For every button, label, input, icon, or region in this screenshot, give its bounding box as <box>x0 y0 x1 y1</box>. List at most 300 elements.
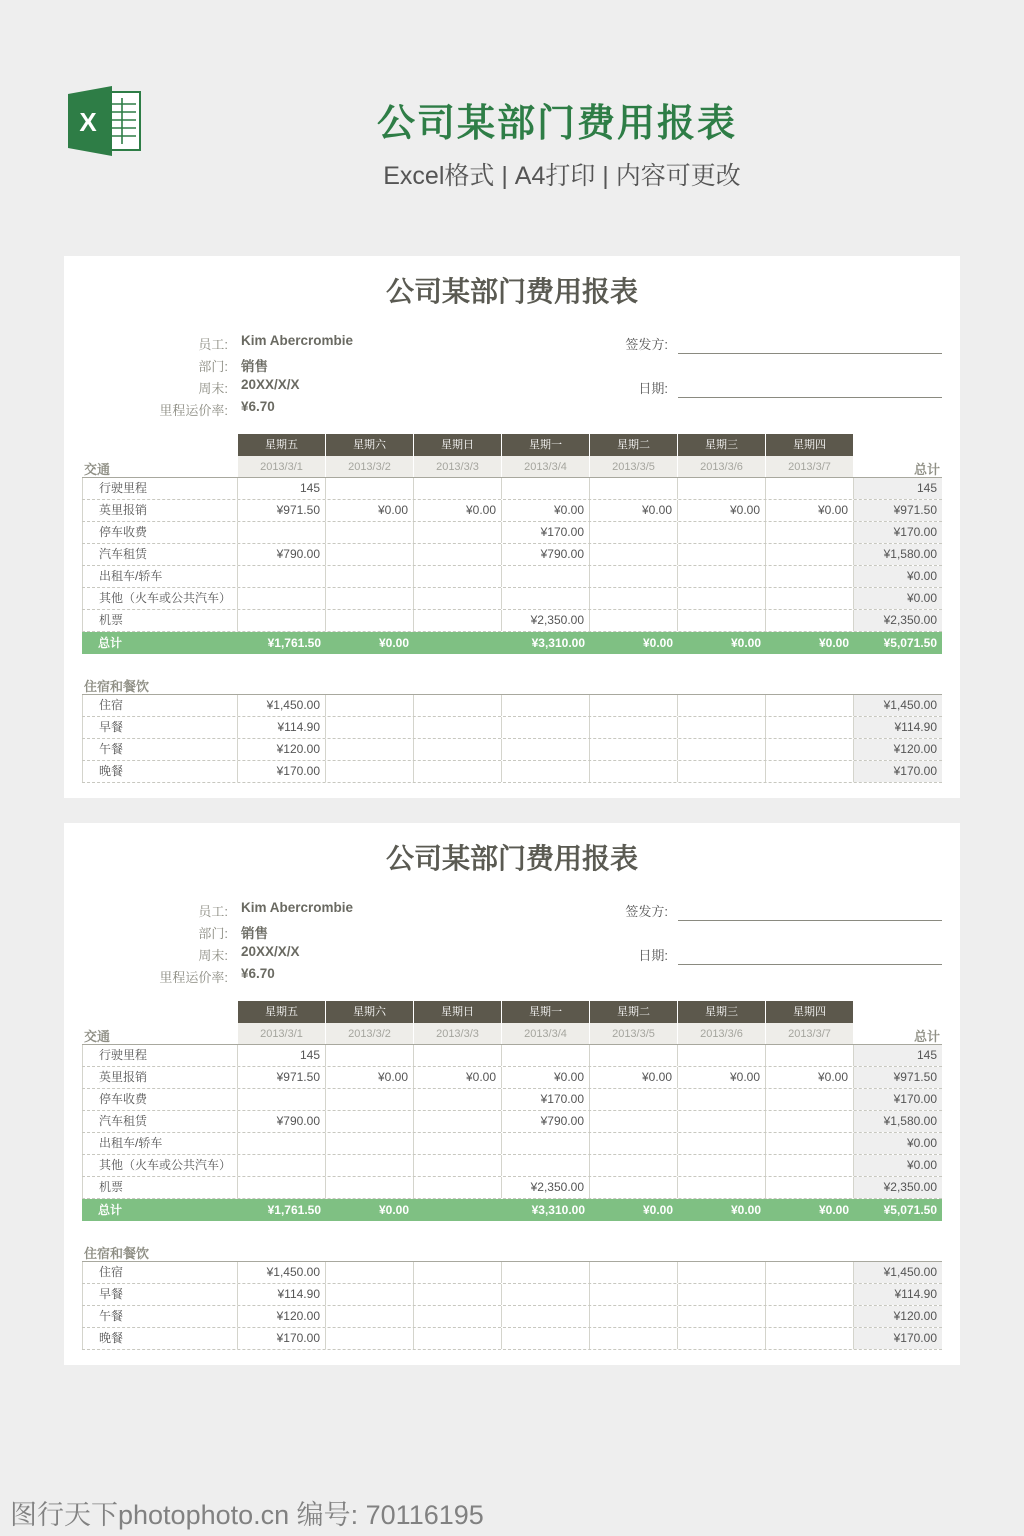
report-title: 公司某部门费用报表 <box>385 276 638 307</box>
value-mileage_rate: ¥6.70 <box>241 399 275 414</box>
cell-星期四 <box>766 1284 854 1305</box>
cell-星期三 <box>678 739 766 760</box>
cell-星期一: ¥790.00 <box>502 544 590 565</box>
cell-星期六 <box>326 1089 414 1110</box>
weekday-header: 星期一 <box>502 1001 589 1023</box>
cell-星期四 <box>766 1089 854 1110</box>
cell-星期三: ¥0.00 <box>678 1067 766 1088</box>
cell-星期一: ¥2,350.00 <box>502 1177 590 1198</box>
cell-星期四: ¥0.00 <box>818 1203 849 1217</box>
cell-星期四 <box>766 1111 854 1132</box>
label-weekend: 周末: <box>198 948 228 963</box>
row-total: ¥170.00 <box>854 522 942 543</box>
cell-星期二 <box>590 1328 678 1349</box>
value-department: 销售 <box>241 926 268 941</box>
date-header: 2013/3/1 <box>238 456 325 478</box>
cell-星期三 <box>678 1284 766 1305</box>
cell-星期六 <box>326 588 414 609</box>
lodging-table <box>82 694 942 783</box>
weekday-header: 星期六 <box>326 1001 413 1023</box>
cell-星期一: ¥170.00 <box>502 1089 590 1110</box>
row-label: 早餐 <box>82 1284 238 1305</box>
row-label: 英里报销 <box>82 1067 238 1088</box>
cell-星期五: ¥1,450.00 <box>238 695 326 716</box>
row-total: 145 <box>854 1045 942 1066</box>
cell-星期五: ¥1,761.50 <box>267 1203 321 1217</box>
weekday-header: 星期日 <box>414 1001 501 1023</box>
cell-星期六 <box>326 610 414 631</box>
transport-table <box>82 477 942 654</box>
cell-星期五: ¥1,450.00 <box>238 1262 326 1283</box>
cell-星期二 <box>590 1133 678 1154</box>
cell-星期一: ¥3,310.00 <box>531 636 585 650</box>
cell-星期四: ¥0.00 <box>766 500 854 521</box>
cell-星期日: ¥0.00 <box>414 1067 502 1088</box>
cell-星期一 <box>502 1306 590 1327</box>
cell-星期三 <box>678 1133 766 1154</box>
date-header: 2013/3/4 <box>502 456 589 478</box>
cell-星期六 <box>326 478 414 499</box>
row-label: 出租车/轿车 <box>82 1133 238 1154</box>
row-total: ¥5,071.50 <box>883 1203 937 1217</box>
cell-星期三 <box>678 1089 766 1110</box>
table-row <box>82 1328 942 1350</box>
cell-星期日: ¥0.00 <box>414 500 502 521</box>
cell-星期日 <box>414 1306 502 1327</box>
cell-星期五: ¥971.50 <box>238 1067 326 1088</box>
signer-label: 签发方: <box>625 904 668 919</box>
row-total: ¥170.00 <box>854 761 942 782</box>
excel-logo-letter: X <box>79 107 97 137</box>
cell-星期二 <box>590 610 678 631</box>
row-total: ¥971.50 <box>854 1067 942 1088</box>
table-row <box>82 544 942 566</box>
row-total: ¥1,450.00 <box>854 695 942 716</box>
cell-星期六 <box>326 739 414 760</box>
row-label: 汽车租赁 <box>82 544 238 565</box>
row-label: 晚餐 <box>82 1328 238 1349</box>
row-label: 晚餐 <box>82 761 238 782</box>
table-row <box>82 1284 942 1306</box>
cell-星期三 <box>678 544 766 565</box>
cell-星期四 <box>766 1262 854 1283</box>
cell-星期六 <box>326 566 414 587</box>
row-total: ¥120.00 <box>854 739 942 760</box>
cell-星期日 <box>414 566 502 587</box>
date-header: 2013/3/7 <box>766 1023 853 1045</box>
cell-星期三 <box>678 695 766 716</box>
table-row <box>82 739 942 761</box>
cell-星期日 <box>414 632 502 654</box>
cell-星期一 <box>502 695 590 716</box>
cell-星期五: ¥971.50 <box>238 500 326 521</box>
cell-星期一 <box>502 1155 590 1176</box>
cell-星期二 <box>590 1111 678 1132</box>
row-label: 英里报销 <box>82 500 238 521</box>
row-total: ¥1,580.00 <box>854 1111 942 1132</box>
row-label: 停车收费 <box>82 522 238 543</box>
section-lodging-label: 住宿和餐饮 <box>84 679 150 694</box>
label-department: 部门: <box>198 926 228 941</box>
cell-星期六 <box>326 1262 414 1283</box>
date-header: 2013/3/5 <box>590 456 677 478</box>
row-label: 其他（火车或公共汽车） <box>82 588 238 609</box>
cell-星期日 <box>414 1328 502 1349</box>
row-total: ¥0.00 <box>854 588 942 609</box>
cell-星期四 <box>766 761 854 782</box>
table-row <box>82 588 942 610</box>
row-label: 汽车租赁 <box>82 1111 238 1132</box>
cell-星期四 <box>766 1177 854 1198</box>
cell-星期六 <box>326 1133 414 1154</box>
table-row <box>82 695 942 717</box>
cell-星期四 <box>766 522 854 543</box>
row-label: 机票 <box>82 610 238 631</box>
cell-星期二 <box>590 1089 678 1110</box>
cell-星期三 <box>678 1111 766 1132</box>
cell-星期三 <box>678 588 766 609</box>
cell-星期四 <box>766 610 854 631</box>
date-header-row <box>238 1023 854 1045</box>
cell-星期三 <box>678 1328 766 1349</box>
cell-星期四: ¥0.00 <box>818 636 849 650</box>
row-label: 行驶里程 <box>82 1045 238 1066</box>
cell-星期五: ¥120.00 <box>238 1306 326 1327</box>
cell-星期五: ¥1,761.50 <box>267 636 321 650</box>
cell-星期三: ¥0.00 <box>730 636 761 650</box>
cell-星期四 <box>766 478 854 499</box>
cell-星期六 <box>326 1045 414 1066</box>
row-label: 机票 <box>82 1177 238 1198</box>
value-employee: Kim Abercrombie <box>241 900 354 915</box>
section-lodging-label: 住宿和餐饮 <box>84 1246 150 1261</box>
date-header: 2013/3/2 <box>326 1023 413 1045</box>
table-row <box>82 1155 942 1177</box>
cell-星期日 <box>414 717 502 738</box>
weekday-header: 星期六 <box>326 434 413 456</box>
cell-星期二 <box>590 544 678 565</box>
row-total: ¥2,350.00 <box>854 1177 942 1198</box>
cell-星期一: ¥790.00 <box>502 1111 590 1132</box>
cell-星期六 <box>326 1155 414 1176</box>
cell-星期二 <box>590 739 678 760</box>
cell-星期六: ¥0.00 <box>378 636 409 650</box>
date-header: 2013/3/4 <box>502 1023 589 1045</box>
cell-星期六 <box>326 1328 414 1349</box>
cell-星期三 <box>678 717 766 738</box>
cell-星期四 <box>766 739 854 760</box>
cell-星期六 <box>326 544 414 565</box>
cell-星期五 <box>238 566 326 587</box>
total-column-header: 总计 <box>913 1029 940 1044</box>
cell-星期六 <box>326 1111 414 1132</box>
page-subtitle: Excel格式 | A4打印 | 内容可更改 <box>383 162 741 190</box>
watermark: 图行天下photophoto.cn 编号: 70116195 <box>10 1500 484 1530</box>
cell-星期一 <box>502 1284 590 1305</box>
cell-星期四 <box>766 588 854 609</box>
row-total: ¥1,580.00 <box>854 544 942 565</box>
report-title: 公司某部门费用报表 <box>385 843 638 874</box>
label-employee: 员工: <box>198 904 228 919</box>
row-label: 其他（火车或公共汽车） <box>82 1155 238 1176</box>
cell-星期六 <box>326 695 414 716</box>
row-label: 午餐 <box>82 1306 238 1327</box>
row-total: ¥170.00 <box>854 1089 942 1110</box>
cell-星期六: ¥0.00 <box>378 1203 409 1217</box>
cell-星期日 <box>414 1045 502 1066</box>
date-header: 2013/3/2 <box>326 456 413 478</box>
row-total: 145 <box>854 478 942 499</box>
table-row <box>82 1045 942 1067</box>
total-column-header: 总计 <box>913 462 940 477</box>
cell-星期一: ¥2,350.00 <box>502 610 590 631</box>
label-employee: 员工: <box>198 337 228 352</box>
signer-field[interactable] <box>678 352 942 354</box>
cell-星期五 <box>238 1177 326 1198</box>
date-field[interactable] <box>678 963 942 965</box>
date-field[interactable] <box>678 396 942 398</box>
cell-星期五 <box>238 1133 326 1154</box>
table-row <box>82 610 942 632</box>
date-header: 2013/3/5 <box>590 1023 677 1045</box>
row-total: ¥120.00 <box>854 1306 942 1327</box>
row-label: 出租车/轿车 <box>82 566 238 587</box>
date-header: 2013/3/1 <box>238 1023 325 1045</box>
cell-星期三 <box>678 1045 766 1066</box>
weekday-header: 星期四 <box>766 1001 853 1023</box>
cell-星期六 <box>326 522 414 543</box>
cell-星期五 <box>238 1155 326 1176</box>
table-row <box>82 1111 942 1133</box>
cell-星期六 <box>326 717 414 738</box>
weekday-header: 星期五 <box>238 1001 325 1023</box>
date-header: 2013/3/6 <box>678 456 765 478</box>
weekday-header: 星期二 <box>590 434 677 456</box>
cell-星期四: ¥0.00 <box>766 1067 854 1088</box>
cell-星期日 <box>414 522 502 543</box>
weekday-header: 星期三 <box>678 1001 765 1023</box>
cell-星期五 <box>238 610 326 631</box>
cell-星期日 <box>414 478 502 499</box>
cell-星期五: ¥790.00 <box>238 1111 326 1132</box>
cell-星期四 <box>766 717 854 738</box>
label-weekend: 周末: <box>198 381 228 396</box>
value-weekend: 20XX/X/X <box>241 377 300 392</box>
cell-星期五 <box>238 522 326 543</box>
cell-星期日 <box>414 1177 502 1198</box>
cell-星期一 <box>502 717 590 738</box>
cell-星期一 <box>502 1133 590 1154</box>
date-header: 2013/3/3 <box>414 1023 501 1045</box>
weekday-header: 星期三 <box>678 434 765 456</box>
row-label: 行驶里程 <box>82 478 238 499</box>
row-total: ¥0.00 <box>854 1133 942 1154</box>
date-header: 2013/3/6 <box>678 1023 765 1045</box>
transport-table <box>82 1044 942 1221</box>
cell-星期日 <box>414 610 502 631</box>
lodging-table <box>82 1261 942 1350</box>
row-total: ¥170.00 <box>854 1328 942 1349</box>
cell-星期日 <box>414 761 502 782</box>
cell-星期五: 145 <box>238 1045 326 1066</box>
label-department: 部门: <box>198 359 228 374</box>
cell-星期六 <box>326 1306 414 1327</box>
table-row <box>82 566 942 588</box>
table-row <box>82 1177 942 1199</box>
cell-星期一 <box>502 1045 590 1066</box>
section-transport-label: 交通 <box>84 1029 111 1044</box>
row-total: ¥114.90 <box>854 1284 942 1305</box>
cell-星期三 <box>678 1177 766 1198</box>
cell-星期二 <box>590 717 678 738</box>
row-label: 停车收费 <box>82 1089 238 1110</box>
row-label: 早餐 <box>82 717 238 738</box>
cell-星期日 <box>414 1284 502 1305</box>
cell-星期四 <box>766 1155 854 1176</box>
cell-星期四 <box>766 1133 854 1154</box>
cell-星期一: ¥0.00 <box>502 1067 590 1088</box>
cell-星期一 <box>502 1262 590 1283</box>
date-header: 2013/3/3 <box>414 456 501 478</box>
row-total: ¥5,071.50 <box>883 636 937 650</box>
row-label: 总计 <box>98 1203 123 1217</box>
cell-星期二: ¥0.00 <box>590 1067 678 1088</box>
cell-星期日 <box>414 695 502 716</box>
table-row <box>82 1306 942 1328</box>
cell-星期日 <box>414 1155 502 1176</box>
cell-星期五: ¥114.90 <box>238 717 326 738</box>
table-row <box>82 761 942 783</box>
cell-星期四 <box>766 695 854 716</box>
row-label: 住宿 <box>82 1262 238 1283</box>
table-row <box>82 1089 942 1111</box>
page-header <box>0 0 1024 230</box>
cell-星期五: ¥114.90 <box>238 1284 326 1305</box>
cell-星期三 <box>678 478 766 499</box>
row-total: ¥0.00 <box>854 566 942 587</box>
section-transport-label: 交通 <box>84 462 111 477</box>
weekday-header: 星期四 <box>766 434 853 456</box>
cell-星期一 <box>502 1328 590 1349</box>
label-mileage_rate: 里程运价率: <box>159 970 228 985</box>
cell-星期四 <box>766 1045 854 1066</box>
weekday-header: 星期日 <box>414 434 501 456</box>
cell-星期三 <box>678 522 766 543</box>
weekday-header: 星期二 <box>590 1001 677 1023</box>
cell-星期二 <box>590 1045 678 1066</box>
cell-星期五: ¥170.00 <box>238 1328 326 1349</box>
page-title: 公司某部门费用报表 <box>376 103 737 145</box>
table-row <box>82 522 942 544</box>
total-row <box>82 1199 942 1221</box>
cell-星期六 <box>326 1284 414 1305</box>
cell-星期六 <box>326 761 414 782</box>
cell-星期一: ¥170.00 <box>502 522 590 543</box>
table-row <box>82 1262 942 1284</box>
signer-label: 签发方: <box>625 337 668 352</box>
cell-星期二: ¥0.00 <box>642 636 673 650</box>
cell-星期五: ¥170.00 <box>238 761 326 782</box>
row-total: ¥114.90 <box>854 717 942 738</box>
cell-星期五: ¥790.00 <box>238 544 326 565</box>
cell-星期日 <box>414 1111 502 1132</box>
value-weekend: 20XX/X/X <box>241 944 300 959</box>
cell-星期二 <box>590 1155 678 1176</box>
cell-星期六: ¥0.00 <box>326 1067 414 1088</box>
cell-星期一 <box>502 566 590 587</box>
table-row <box>82 1067 942 1089</box>
cell-星期二 <box>590 1306 678 1327</box>
cell-星期五 <box>238 588 326 609</box>
date-header: 2013/3/7 <box>766 456 853 478</box>
cell-星期五: ¥120.00 <box>238 739 326 760</box>
value-employee: Kim Abercrombie <box>241 333 354 348</box>
weekday-header: 星期一 <box>502 434 589 456</box>
cell-星期二 <box>590 1284 678 1305</box>
cell-星期三 <box>678 761 766 782</box>
date-header-row <box>238 456 854 478</box>
cell-星期二 <box>590 522 678 543</box>
row-total: ¥1,450.00 <box>854 1262 942 1283</box>
cell-星期二 <box>590 1177 678 1198</box>
cell-星期二 <box>590 478 678 499</box>
label-mileage_rate: 里程运价率: <box>159 403 228 418</box>
cell-星期二: ¥0.00 <box>590 500 678 521</box>
cell-星期一 <box>502 761 590 782</box>
cell-星期三 <box>678 1262 766 1283</box>
cell-星期一 <box>502 739 590 760</box>
cell-星期二 <box>590 761 678 782</box>
cell-星期四 <box>766 544 854 565</box>
value-department: 销售 <box>241 359 268 374</box>
weekday-header: 星期五 <box>238 434 325 456</box>
cell-星期一 <box>502 588 590 609</box>
cell-星期三 <box>678 1306 766 1327</box>
report-preview-1 <box>64 256 960 798</box>
cell-星期二 <box>590 588 678 609</box>
weekday-header-row <box>238 1001 854 1023</box>
row-total: ¥0.00 <box>854 1155 942 1176</box>
cell-星期二 <box>590 695 678 716</box>
row-label: 住宿 <box>82 695 238 716</box>
cell-星期三 <box>678 1155 766 1176</box>
table-row <box>82 500 942 522</box>
cell-星期三 <box>678 610 766 631</box>
cell-星期三: ¥0.00 <box>730 1203 761 1217</box>
row-total: ¥2,350.00 <box>854 610 942 631</box>
row-label: 总计 <box>98 636 123 650</box>
cell-星期日 <box>414 544 502 565</box>
total-row <box>82 632 942 654</box>
cell-星期四 <box>766 1306 854 1327</box>
cell-星期五 <box>238 1089 326 1110</box>
cell-星期三 <box>678 566 766 587</box>
table-row <box>82 478 942 500</box>
cell-星期三: ¥0.00 <box>678 500 766 521</box>
cell-星期二 <box>590 1262 678 1283</box>
signer-field[interactable] <box>678 919 942 921</box>
value-mileage_rate: ¥6.70 <box>241 966 275 981</box>
cell-星期四 <box>766 566 854 587</box>
cell-星期四 <box>766 1328 854 1349</box>
row-label: 午餐 <box>82 739 238 760</box>
cell-星期一: ¥0.00 <box>502 500 590 521</box>
weekday-header-row <box>238 434 854 456</box>
cell-星期日 <box>414 739 502 760</box>
cell-星期日 <box>414 1199 502 1221</box>
date-label: 日期: <box>638 381 668 396</box>
cell-星期一: ¥3,310.00 <box>531 1203 585 1217</box>
